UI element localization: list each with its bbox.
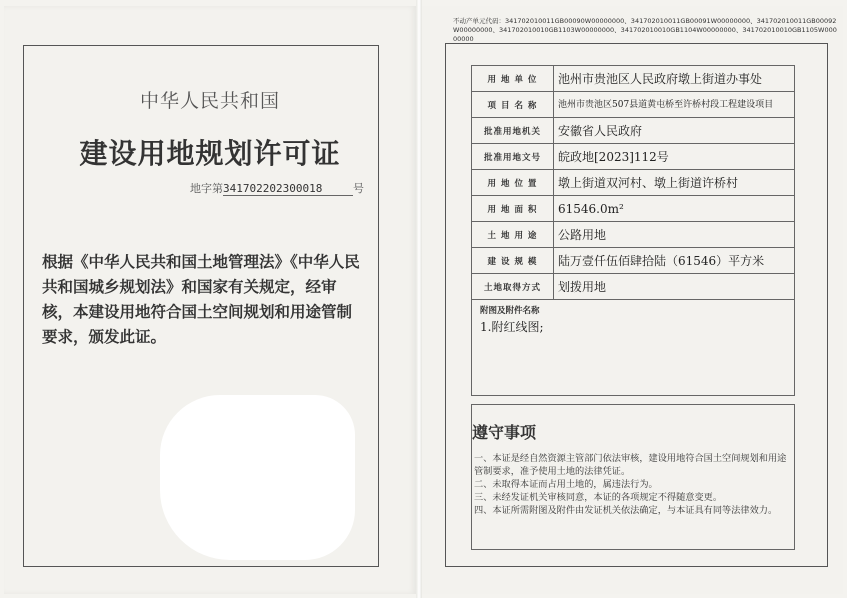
table-row — [472, 222, 795, 248]
attachments-row — [472, 300, 795, 396]
row-label: 土地取得方式 — [472, 274, 554, 300]
row-value: 陆万壹仟伍佰肆拾陆（61546）平方米 — [554, 248, 795, 274]
row-value: 池州市贵池区人民政府墩上街道办事处 — [554, 66, 795, 92]
row-label: 建 设 规 模 — [472, 248, 554, 274]
rules-title: 遵守事项 — [472, 423, 537, 442]
table-row — [472, 144, 795, 170]
row-value: 划拨用地 — [554, 274, 795, 300]
table-row — [472, 274, 795, 300]
rule-item: 二、未取得本证而占用土地的，属违法行为。 — [474, 479, 658, 490]
row-value: 池州市贵池区507县道黄屯桥至许桥村段工程建设项目 — [554, 92, 795, 118]
row-value: 皖政地[2023]112号 — [554, 144, 795, 170]
rule-item: 三、未经发证机关审核同意，本证的各项规定不得随意变更。 — [474, 492, 723, 503]
attachments-cell — [472, 300, 795, 396]
table-row — [472, 92, 795, 118]
row-value: 安徽省人民政府 — [554, 118, 795, 144]
table-row — [472, 66, 795, 92]
row-label: 用 地 单 位 — [472, 66, 554, 92]
row-value: 61546.0m² — [554, 196, 795, 222]
rule-item: 一、本证是经自然资源主管部门依法审核，建设用地符合国土空间规划和用途管制要求，准予使用土地的法律凭证。 — [474, 453, 787, 477]
redacted-seal-area — [160, 395, 355, 560]
attachments-label: 附图及附件名称 — [480, 306, 540, 316]
table-row — [472, 196, 795, 222]
number-suffix: 号 — [353, 182, 364, 195]
table-row — [472, 170, 795, 196]
row-label: 批准用地文号 — [472, 144, 554, 170]
attachment-item: 1.附红线图; — [480, 320, 544, 334]
country-name: 中华人民共和国 — [139, 90, 280, 112]
row-label: 土 地 用 途 — [472, 222, 554, 248]
certificate-number: 341702202300018 — [223, 182, 353, 196]
issuance-statement: 根据《中华人民共和国土地管理法》《中华人民共和国城乡规划法》和国家有关规定，经审核，本建设用地符合国土空间规划和用途管制要求，颁发此证。 — [42, 253, 360, 346]
certificate-title: 建设用地规划许可证 — [79, 137, 341, 170]
rules-list — [474, 452, 792, 517]
rule-item: 四、本证所需附图及附件由发证机关依法确定，与本证具有同等法律效力。 — [474, 505, 778, 516]
certificate-number-row — [190, 180, 364, 196]
number-prefix: 地字第 — [190, 182, 223, 195]
table-row — [472, 118, 795, 144]
property-unit-code: 不动产单元代码：341702010011GB00090W00000000、341702010011GB00091W00000000、341702010011GB00092W00000000、341702010010GB1103W00000000、341702010010GB1104W00000000、341702010010GB1105W00000000 — [453, 17, 837, 43]
row-label: 用 地 面 积 — [472, 196, 554, 222]
row-value: 墩上街道双河村、墩上街道许桥村 — [554, 170, 795, 196]
row-label: 批准用地机关 — [472, 118, 554, 144]
table-row — [472, 248, 795, 274]
row-label: 用 地 位 置 — [472, 170, 554, 196]
row-label: 项 目 名 称 — [472, 92, 554, 118]
land-info-table — [471, 65, 795, 396]
row-value: 公路用地 — [554, 222, 795, 248]
